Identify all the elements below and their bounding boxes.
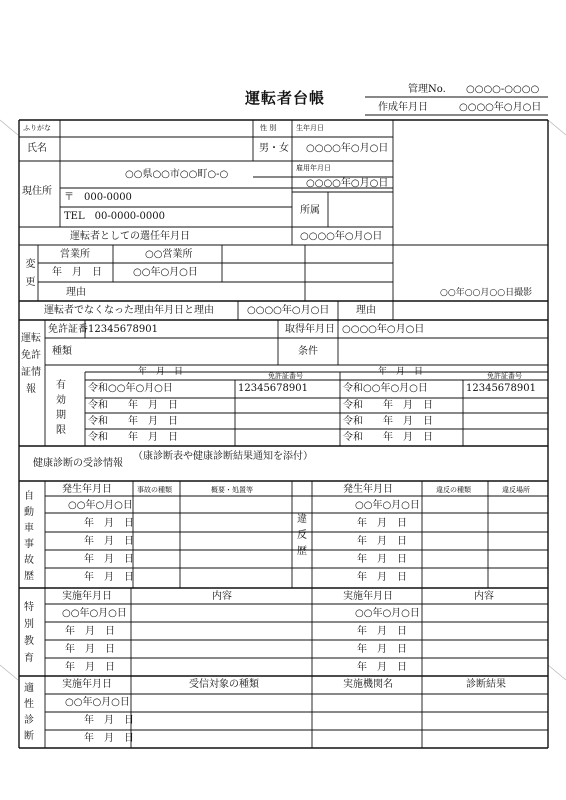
- change-office-label: 営業所: [60, 249, 90, 260]
- license-condition-label: 条件: [298, 346, 318, 357]
- license-row-date: 令和○○年○月○日: [343, 383, 428, 394]
- accident-row-date: 年 月 日: [84, 572, 134, 583]
- violation-col-type: 違反の種類: [436, 486, 471, 494]
- birth-date-label: 生年月日: [296, 124, 324, 132]
- education-row-date: ○○年○月○日: [62, 608, 127, 619]
- name-label: 氏名: [27, 143, 47, 154]
- license-acquired-value: ○○○○年○月○日: [342, 324, 425, 335]
- accident-side-label: 自動車事故歴: [24, 491, 34, 582]
- created-date-value: ○○○○年○月○日: [459, 102, 542, 113]
- kanri-value: ○○○○-○○○○: [466, 84, 540, 95]
- aptitude-row-date: 年 月 日: [84, 733, 134, 744]
- violation-row-date: 年 月 日: [357, 572, 407, 583]
- violation-col-place: 違反場所: [502, 486, 530, 494]
- aptitude-row-date: 年 月 日: [84, 715, 134, 726]
- education-col-content-left: 内容: [212, 591, 232, 602]
- license-row-date: 令和 年 月 日: [343, 416, 433, 427]
- accident-row-date: 年 月 日: [84, 536, 134, 547]
- aptitude-col-target: 受信対象の種類: [189, 679, 259, 690]
- license-type-label: 種類: [52, 346, 72, 357]
- violation-row-date: 年 月 日: [357, 554, 407, 565]
- aptitude-col-result: 診断結果: [466, 679, 506, 690]
- license-row-number: 12345678901: [466, 383, 536, 394]
- accident-col-type: 事故の種類: [137, 486, 172, 494]
- license-col-date-left: 年 月 日: [138, 367, 184, 377]
- license-number-label: 免許証番: [48, 324, 88, 335]
- license-acquired-label: 取得年月日: [285, 324, 335, 335]
- not-driver-reason-label: 理由: [356, 305, 376, 316]
- violation-row-date: ○○年○月○日: [355, 500, 420, 511]
- address-value: ○○県○○市○○町○-○: [125, 169, 229, 180]
- education-row-date: 年 月 日: [65, 662, 115, 673]
- license-row-date: 令和 年 月 日: [88, 432, 178, 443]
- education-col-date-right: 実施年月日: [343, 591, 393, 602]
- aptitude-row-date: ○○年○月○日: [65, 697, 130, 708]
- license-row-date: 令和 年 月 日: [88, 400, 178, 411]
- violation-row-date: 年 月 日: [357, 518, 407, 529]
- education-row-date: 年 月 日: [357, 644, 407, 655]
- education-col-content-right: 内容: [474, 591, 494, 602]
- appointment-label: 運転者としての選任年月日: [70, 231, 190, 242]
- birth-date-value: ○○○○年○月○日: [306, 143, 389, 154]
- not-driver-date: ○○○○年○月○日: [247, 305, 330, 316]
- license-number-value: 12345678901: [88, 324, 158, 335]
- hire-date-label: 雇用年月日: [296, 164, 331, 172]
- gender-value: 男・女: [259, 143, 289, 154]
- education-col-date-left: 実施年月日: [62, 591, 112, 602]
- accident-row-date: ○○年○月○日: [68, 500, 133, 511]
- change-date-label: 年 月 日: [52, 267, 102, 278]
- education-row-date: 年 月 日: [65, 644, 115, 655]
- license-row-date: 令和 年 月 日: [88, 416, 178, 427]
- furigana-label: ふりがな: [23, 124, 51, 132]
- accident-row-date: 年 月 日: [84, 518, 134, 529]
- accident-row-date: 年 月 日: [84, 554, 134, 565]
- telephone: TEL 00-0000-0000: [64, 211, 165, 222]
- education-row-date: ○○年○月○日: [355, 608, 420, 619]
- license-row-date: 令和○○年○月○日: [88, 383, 173, 394]
- change-side-label: 変更: [23, 258, 34, 294]
- license-row-number: 12345678901: [238, 383, 308, 394]
- gender-label: 性 別: [260, 124, 277, 132]
- violation-row-date: 年 月 日: [357, 536, 407, 547]
- violation-side-label: 違反歴: [297, 514, 307, 557]
- license-col-number-right: 免許証番号: [487, 372, 522, 380]
- health-check-label: 健康診断の受診情報: [33, 458, 123, 469]
- accident-col-date: 発生年月日: [62, 484, 112, 495]
- not-driver-label: 運転者でなくなった理由年月日と理由: [44, 305, 214, 316]
- education-row-date: 年 月 日: [357, 662, 407, 673]
- created-date-label: 作成年月日: [378, 102, 428, 113]
- photo-date-label: ○○年○○月○○日撮影: [440, 288, 533, 298]
- document-title: 運転者台帳: [245, 89, 326, 107]
- postal-code: 〒 000-0000: [64, 192, 132, 203]
- violation-col-date: 発生年月日: [343, 484, 393, 495]
- change-reason-label: 理由: [66, 287, 86, 298]
- education-row-date: 年 月 日: [357, 626, 407, 637]
- appointment-date: ○○○○年○月○日: [300, 231, 383, 242]
- change-office-value: ○○営業所: [145, 249, 193, 260]
- validity-label: 有効期限: [56, 380, 66, 436]
- aptitude-col-date: 実施年月日: [62, 679, 112, 690]
- health-check-note: （康診断表や健康診断結果通知を添付）: [133, 451, 313, 462]
- license-col-number-left: 免許証番号: [268, 372, 303, 380]
- education-row-date: 年 月 日: [65, 626, 115, 637]
- license-col-date-right: 年 月 日: [378, 367, 424, 377]
- department-label: 所属: [300, 205, 320, 216]
- hire-date-value: ○○○○年○月○日: [306, 178, 389, 189]
- aptitude-col-org: 実施機関名: [343, 679, 393, 690]
- accident-col-summary: 概要・処置等: [211, 486, 253, 494]
- address-label: 現住所: [22, 186, 52, 197]
- license-row-date: 令和 年 月 日: [343, 400, 433, 411]
- kanri-label: 管理No.: [408, 84, 446, 95]
- aptitude-side-label: 適性診断: [24, 683, 34, 742]
- license-row-date: 令和 年 月 日: [343, 432, 433, 443]
- change-date-value: ○○年○月○日: [133, 267, 198, 278]
- education-side-label: 特別教育: [24, 602, 34, 664]
- license-side-label: 運転免許証情報: [21, 333, 41, 395]
